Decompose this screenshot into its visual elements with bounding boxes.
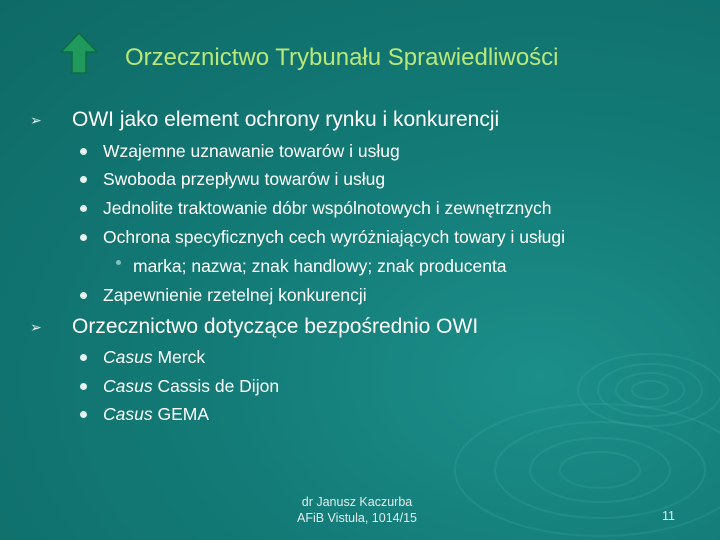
case-name: GEMA [152,404,210,424]
casus-label: Casus [103,376,153,396]
slide-footer [272,494,442,526]
sub-bullet-icon [116,260,121,265]
arrow-bullet-icon: ➢ [30,319,42,335]
case-name: Merck [152,347,206,367]
list-item-text [103,376,279,397]
bullet-icon [80,383,87,390]
bullet-icon [80,234,87,241]
case-name: Cassis de Dijon [152,376,280,396]
list-item-text [103,347,205,368]
footer-course: AFiB Vistula, 1014/15 [297,511,417,525]
list-item-text [103,404,209,425]
bullet-icon [80,354,87,361]
up-arrow-icon[interactable] [60,32,98,74]
footer-author: dr Janusz Kaczurba [301,495,413,509]
list-item-text: Zapewnienie rzetelnej konkurencji [103,285,367,305]
list-item-text: Swoboda przepływu towarów i usług [103,169,386,189]
section-heading-text: Orzecznictwo dotyczące bezpośrednio OWI [72,315,479,338]
bullet-icon [80,148,87,155]
sub-list-item-text: marka; nazwa; znak handlowy; znak producenta [133,256,507,276]
list-item-text: Ochrona specyficznych cech wyróżniających towary i usługi [103,227,565,247]
bullet-icon [80,292,87,299]
list-item-text: Wzajemne uznawanie towarów i usług [103,141,400,161]
section-heading-text: OWI jako element ochrony rynku i konkurencji [72,108,500,131]
bullet-icon [80,205,87,212]
bullet-icon [80,411,87,418]
casus-label: Casus [103,404,153,424]
casus-label: Casus [103,347,153,367]
arrow-bullet-icon: ➢ [30,112,42,128]
list-item-text: Jednolite traktowanie dóbr wspólnotowych i zewnętrznych [103,198,552,218]
page-number: 11 [662,509,675,523]
slide-title: Orzecznictwo Trybunału Sprawiedliwości [125,44,559,71]
bullet-icon [80,176,87,183]
